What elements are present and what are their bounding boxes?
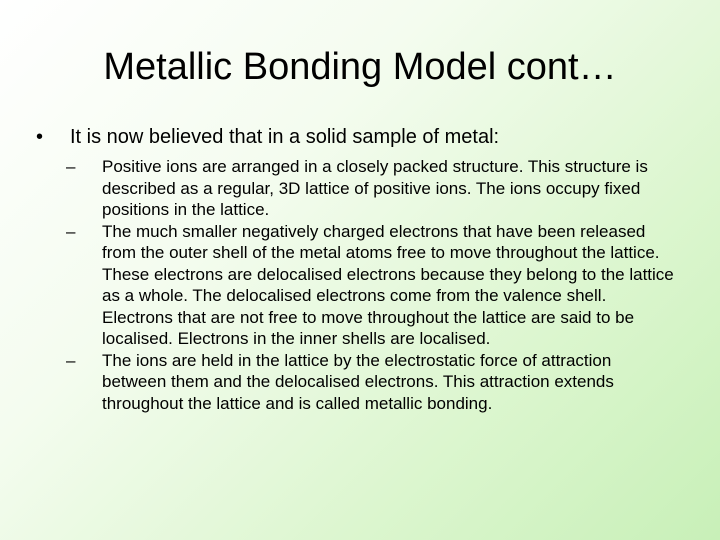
sub-bullet-item xyxy=(66,156,676,221)
bullet-marker: • xyxy=(36,126,44,148)
dash-marker: – xyxy=(66,221,76,241)
dash-marker: – xyxy=(66,350,76,370)
bullet-text: It is now believed that in a solid sample of metal: xyxy=(70,126,500,148)
sub-bullet-text: Positive ions are arranged in a closely packed structure. This structure is described as a regular, 3D lattice of positive ions. The ions occupy fixed positions in the lattice. xyxy=(102,157,648,219)
sub-bullet-item xyxy=(66,350,676,415)
bullet-list xyxy=(36,124,696,414)
sub-bullet-list xyxy=(66,156,676,414)
sub-bullet-text: The ions are held in the lattice by the electrostatic force of attraction between them and the delocalised electrons. This attraction extends throughout the lattice and is called metallic bonding. xyxy=(102,350,614,413)
sub-bullet-text: The much smaller negatively charged electrons that have been released from the outer shell of the metal atoms free to move throughout the lattice. These electrons are delocalised electrons because they belong to the lattice as a whole. The delocalised electrons come from the valence shell. Electrons that are not free to move throughout the lattice are said to be localised. Electrons in the inner shells are localised. xyxy=(102,221,674,348)
sub-list-container xyxy=(36,156,696,414)
slide-title: Metallic Bonding Model cont… xyxy=(103,46,617,88)
bullet-item xyxy=(36,124,696,150)
dash-marker: – xyxy=(66,157,76,176)
sub-bullet-item xyxy=(66,221,676,350)
